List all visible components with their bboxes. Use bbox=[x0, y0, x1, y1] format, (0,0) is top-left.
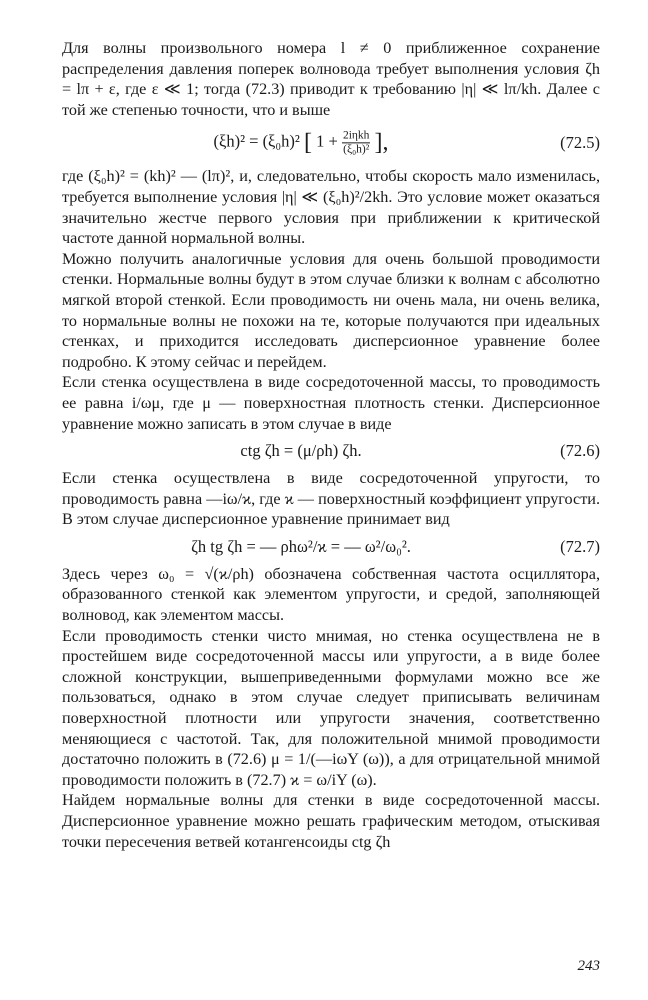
equation-72-5-denominator: (ξ₀h)² bbox=[343, 143, 370, 156]
page-body bbox=[62, 38, 600, 852]
paragraph-1: Для волны произвольного номера l ≠ 0 приближенное сохранение распределения давления поперек волновода требует выполнения условия ζh = lπ + ε, где ε ≪ 1; тогда (72.3) приводит к требованию |η| ≪ lπ/kh. Далее с той же степенью точности, что и выше bbox=[62, 39, 600, 119]
equation-72-5-bracket-open: [ bbox=[304, 130, 312, 157]
equation-72-6-number: (72.6) bbox=[560, 441, 600, 461]
equation-72-5-numerator: 2iηkh bbox=[342, 129, 370, 142]
equation-72-5-one-plus: 1 + bbox=[316, 132, 342, 152]
equation-72-5-lhs: (ξh)² = (ξ₀h)² bbox=[213, 132, 300, 152]
paragraph-2: где (ξ₀h)² = (kh)² — (lπ)², и, следовательно, чтобы скорость мало изменилась, требуется выполнение условия |η| ≪ (ξ₀h)²/2kh. Это условие может оказаться значительно жестче первого условия при приближении к критической частоте данной нормальной волны. bbox=[62, 167, 600, 248]
equation-72-6 bbox=[62, 434, 600, 468]
equation-72-5 bbox=[62, 120, 600, 166]
equation-72-5-number: (72.5) bbox=[560, 133, 600, 153]
equation-72-5-bracket-close: ], bbox=[374, 130, 389, 157]
equation-72-5-fraction bbox=[342, 130, 370, 157]
paragraph-3: Можно получить аналогичные условия для очень большой проводимости стенки. Нормальные волны будут в этом случае близки к волнам с абсолютно мягкой второй стенкой. Если проводимость ни очень мала, ни очень велика, то нормальные волны не похожи на те, которые получаются при идеальных стенках, и приходится исследовать дисперсионное уравнение более подробно. К этому сейчас и перейдем. bbox=[62, 249, 600, 371]
paragraph-7: Если проводимость стенки чисто мнимая, но стенка осуществлена не в простейшем виде сосредоточенной массы или упругости, а в виде более сложной конструкции, вышеприведенными формулами можно все же пользоваться, однако в этом случае следует приписывать величинам поверхностной плотности или упругости значения, соответственно меняющиеся с частотой. Так, для положительной мнимой проводимости достаточно положить в (72.6) μ = 1/(—iωY (ω)), а для отрицательной мнимой проводимости положить в (72.7) ϰ = ω/iY (ω). bbox=[62, 626, 600, 789]
equation-72-7-body: ζh tg ζh = — ρhω²/ϰ = — ω²/ω₀². bbox=[191, 536, 411, 556]
equation-72-7 bbox=[62, 530, 600, 564]
page-number: 243 bbox=[577, 958, 600, 974]
equation-72-6-body: ctg ζh = (μ/ρh) ζh. bbox=[240, 441, 362, 461]
paragraph-6: Здесь через ω₀ = √(ϰ/ρh) обозначена собственная частота осциллятора, образованного стенкой как элементом упругости, и средой, заполняющей волновод, как элементом массы. bbox=[62, 564, 600, 625]
equation-72-7-number: (72.7) bbox=[560, 536, 600, 556]
paragraph-8: Найдем нормальные волны для стенки в виде сосредоточенной массы. Дисперсионное уравнение можно решать графическим методом, отыскивая точки пересечения ветвей котангенсоиды ctg ζh bbox=[62, 791, 600, 851]
paragraph-4: Если стенка осуществлена в виде сосредоточенной массы, то проводимость ее равна i/ωμ, где μ — поверхностная плотность стенки. Дисперсионное уравнение можно записать в этом случае в виде bbox=[62, 373, 600, 433]
paragraph-5: Если стенка осуществлена в виде сосредоточенной упругости, то проводимость равна —iω/ϰ, где ϰ — поверхностный коэффициент упругости. В этом случае дисперсионное уравнение принимает вид bbox=[62, 469, 600, 529]
